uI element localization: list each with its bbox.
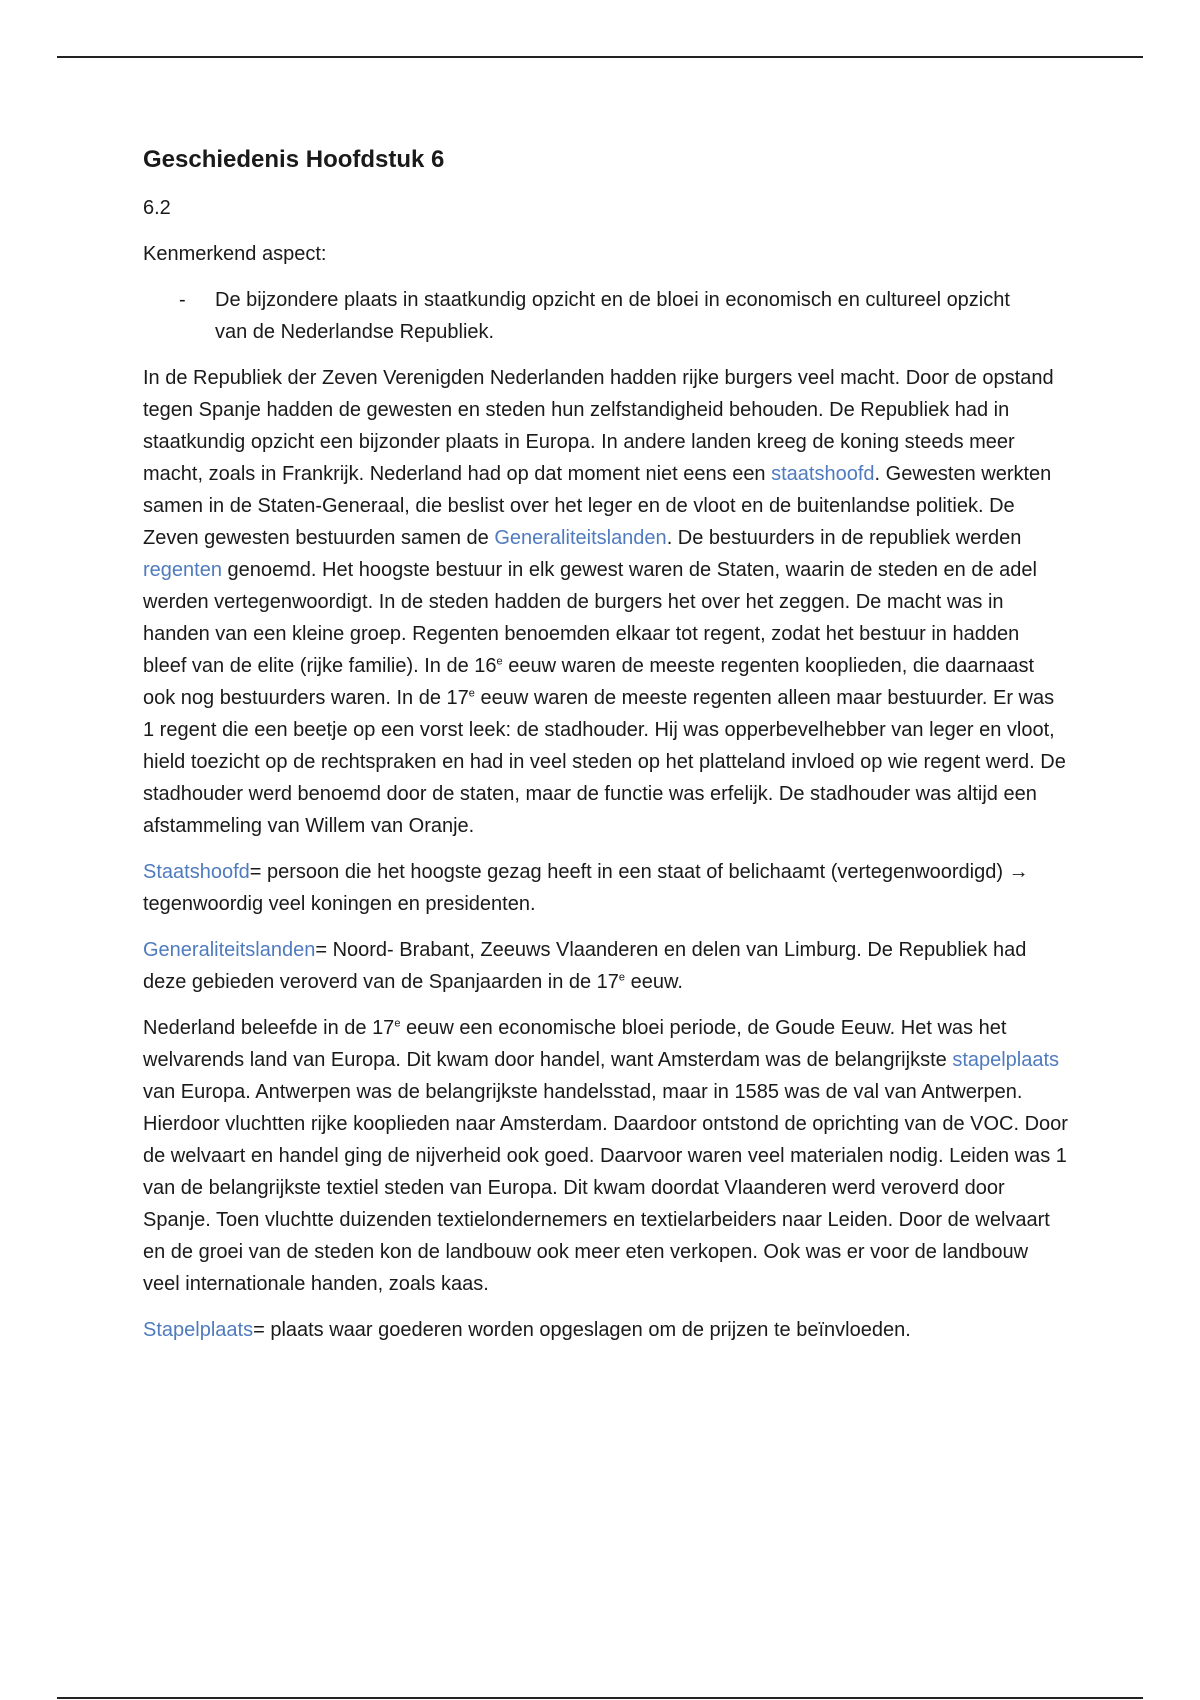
text-run: eeuw waren de meeste regenten alleen maar bestuurder. Er was 1 regent die een beetje op een vorst leek: de stadhouder. Hij was opperbevelhebber van leger en vloot, hield toezicht op de rechtspraken en had in veel steden op het platteland invloed op wie regent werd. De stadhouder werd benoemd door de staten, maar de functie was erfelijk. De stadhouder was altijd een afstammeling van Willem van Oranje. bbox=[143, 687, 1066, 837]
text-run: eeuw een economische bloei periode, de Goude Eeuw. Het was het welvarends land van Europa. Dit kwam door handel, want Amsterdam was de belangrijkste bbox=[143, 1017, 1007, 1071]
definition-staatshoofd bbox=[143, 856, 1068, 920]
definition-text: = plaats waar goederen worden opgeslagen om de prijzen te beïnvloeden. bbox=[253, 1319, 911, 1341]
section-number: 6.2 bbox=[143, 197, 171, 219]
paragraph-republic bbox=[143, 362, 1068, 842]
term-stapelplaats[interactable]: Stapelplaats bbox=[143, 1319, 254, 1341]
superscript: e bbox=[618, 971, 626, 984]
term-generaliteitslanden[interactable]: Generaliteitslanden bbox=[143, 939, 316, 961]
text-run: . Gewesten werkten samen in de Staten-Generaal, die beslist over het leger en de vloot en de buitenlandse politiek. De Zeven gewesten bestuurden samen de bbox=[143, 463, 1052, 549]
term-link-regenten[interactable]: regenten bbox=[143, 559, 222, 581]
definition-text: = persoon die het hoogste gezag heeft in een staat of belichaamt (vertegenwoordigd) → tegenwoordig veel koningen en presidenten. bbox=[143, 861, 1029, 915]
definition-text: = Noord- Brabant, Zeeuws Vlaanderen en delen van Limburg. De Republiek had deze gebieden veroverd van de Spanjaarden in de 17 bbox=[143, 939, 1027, 993]
header-rule bbox=[57, 56, 1143, 58]
document-title: Geschiedenis Hoofdstuk 6 bbox=[143, 146, 445, 173]
footer-rule bbox=[57, 1697, 1143, 1699]
bullet-dash: - bbox=[179, 289, 186, 311]
text-run: Nederland beleefde in de 17 bbox=[143, 1017, 395, 1039]
term-link-stapelplaats[interactable]: stapelplaats bbox=[952, 1049, 1060, 1071]
term-link-staatshoofd[interactable]: staatshoofd bbox=[771, 463, 875, 485]
text-run: eeuw waren de meeste regenten kooplieden, die daarnaast ook nog bestuurders waren. In de 17 bbox=[143, 655, 1035, 709]
document-body bbox=[143, 142, 1068, 1360]
aspect-bullet bbox=[143, 284, 1068, 348]
superscript: e bbox=[496, 655, 503, 668]
superscript: e bbox=[394, 1017, 401, 1030]
term-staatshoofd[interactable]: Staatshoofd bbox=[143, 861, 250, 883]
definition-generaliteitslanden bbox=[143, 934, 1068, 998]
bullet-text: De bijzondere plaats in staatkundig opzicht en de bloei in economisch en cultureel opzicht van de Nederlandse Republiek. bbox=[215, 289, 1010, 343]
text-run: van Europa. Antwerpen was de belangrijkste handelsstad, maar in 1585 was de val van Antwerpen. Hierdoor vluchtten rijke kooplieden naar Amsterdam. Daardoor ontstond de oprichting van de VOC. Door de welvaart en handel ging de nijverheid ook goed. Daarvoor waren veel materialen nodig. Leiden was 1 van de belangrijkste textiel steden van Europa. Dit kwam doordat Vlaanderen werd veroverd door Spanje. Toen vluchtte duizenden textielondernemers en textielarbeiders naar Leiden. Door de welvaart en de groei van de steden kon de landbouw ook meer eten verkopen. Ook was er voor de landbouw veel internationale handen, zoals kaas. bbox=[143, 1081, 1068, 1295]
definition-stapelplaats bbox=[143, 1314, 1068, 1346]
superscript: e bbox=[468, 687, 475, 700]
term-link-generaliteitslanden[interactable]: Generaliteitslanden bbox=[494, 527, 667, 549]
definition-text: eeuw. bbox=[625, 971, 683, 993]
aspect-label: Kenmerkend aspect: bbox=[143, 243, 327, 265]
text-run: . De bestuurders in de republiek werden bbox=[666, 527, 1022, 549]
text-run: genoemd. Het hoogste bestuur in elk gewest waren de Staten, waarin de steden en de adel werden vertegenwoordigt. In de steden hadden de burgers het over het zeggen. De macht was in handen van een kleine groep. Regenten benoemden elkaar tot regent, zodat het bestuur in hadden bleef van de elite (rijke familie). In de 16 bbox=[143, 559, 1037, 677]
text-run: In de Republiek der Zeven Verenigden Nederlanden hadden rijke burgers veel macht. Door de opstand tegen Spanje hadden de gewesten en steden hun zelfstandigheid behouden. De Republiek had in staatkundig opzicht een bijzonder plaats in Europa. In andere landen kreeg de koning steeds meer macht, zoals in Frankrijk. Nederland had op dat moment niet eens een bbox=[143, 367, 1054, 485]
paragraph-golden-age bbox=[143, 1012, 1068, 1300]
